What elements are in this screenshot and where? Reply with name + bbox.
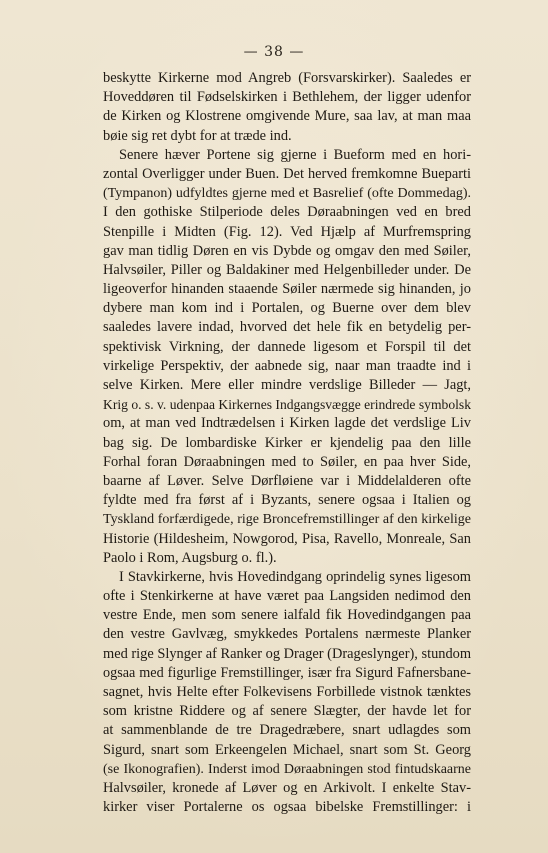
text-line: Stenpille i Midten (Fig. 12). Ved Hjælp af Murfremspring [103, 223, 471, 240]
text-line: Paolo i Rom, Augsburg o. fl.). [103, 549, 277, 566]
text-line: den vestre Gavlvæg, smykkedes Portalens nærmeste Planker [103, 626, 471, 643]
text-line: saaledes lavere indad, hvorved det hele fik en betydelig per- [103, 319, 471, 336]
text-line: fyldte med fra først af i Byzants, senere ogsaa i Italien og [103, 492, 471, 509]
text-line: beskytte Kirkerne mod Angreb (Forsvarskirker). Saaledes er [103, 70, 471, 86]
text-line: med rige Slynger af Ranker og Drager (Drageslynger), stundom [103, 645, 471, 662]
text-line: sagnet, hvis Helte efter Folkevisens Forbillede vistnok tænktes [103, 684, 471, 700]
text-line: Halvsøiler, Piller og Baldakiner med Helgenbilleder under. De [103, 261, 471, 278]
text-line: zontal Overligger under Buen. Det herved fremkomne Bueparti [103, 165, 471, 182]
page-number: — 38 — [243, 44, 305, 60]
text-line: bag sig. De lombardiske Kirker er kjendelig paa den lille [103, 434, 471, 451]
text-line: gav man tidlig Døren en vis Dybde og omgav den med Søiler, [103, 242, 471, 259]
text-line: Sigurd, snart som Erkeengelen Michael, snart som St. Georg [103, 741, 471, 758]
text-line: ogsaa med figurlige Fremstillinger, især fra Sigurd Fafnersbane- [103, 664, 471, 681]
text-line: om, at man ved Indtrædelsen i Kirken lagde det verdslige Liv [103, 415, 471, 432]
text-line: (Tympanon) udfyldtes gjerne med et Basrelief (ofte Dommedag). [103, 186, 471, 202]
text-line: (se Ikonografien). Inderst imod Døraabningen stod fintudskaarne [103, 761, 471, 777]
text-line: I den gothiske Stilperiode deles Døraabningen ved en bred [103, 204, 471, 221]
text-line: dybere man kom ind i Portalen, og Buerne over dem blev [103, 300, 471, 317]
text-line: ofte i Stenkirkerne at have været paa Langsiden nedimod den [103, 588, 471, 605]
text-line: ligeoverfor hinanden staaende Søiler nærmede sig hinanden, jo [103, 281, 471, 298]
text-line: bøie sig ret dybt for at træde ind. [103, 127, 292, 144]
text-line: vestre Ende, men som senere ialfald fik Hovedindgangen paa [103, 607, 471, 624]
text-line: Senere hæver Portene sig gjerne i Bueform med en hori- [119, 146, 471, 163]
text-line: at sammenblande de tre Dragedræbere, snart udlagdes som [103, 722, 471, 739]
text-line: baarne af Løver. Selve Dørfløiene var i Middelalderen ofte [103, 472, 471, 489]
body-text [103, 69, 471, 817]
text-line: de Kirken og Klostrene omgivende Mure, saa lav, at man maa [103, 108, 471, 125]
text-line: spektivisk Virkning, der dannede ligesom et Forspil til det [103, 338, 471, 355]
text-line: I Stavkirkerne, hvis Hovedindgang oprindelig synes ligesom [119, 568, 471, 585]
text-line: selve Kirken. Mere eller mindre verdslige Billeder — Jagt, [103, 377, 471, 393]
text-line: som kristne Riddere og af senere Slægter, der havde let for [103, 703, 471, 720]
text-line: Tyskland forfærdigede, rige Broncefremstillinger af den kirkelige [103, 512, 471, 528]
text-line: Krig o. s. v. udenpaa Kirkernes Indgangsvægge erindrede symbolsk [103, 397, 471, 413]
text-line: Historie (Hildesheim, Nowgorod, Pisa, Ravello, Monreale, San [103, 530, 471, 547]
text-line: virkelige Perspektiv, der aabnede sig, naar man traadte ind i [103, 357, 471, 374]
text-line: kirker viser Portalerne os ogsaa bibelske Fremstillinger: i [103, 799, 471, 816]
text-line: Halvsøiler, kronede af Løver og en Arkivolt. I enkelte Stav- [103, 779, 471, 796]
text-line: Forhal foran Døraabningen med to Søiler, en paa hver Side, [103, 453, 471, 470]
text-line: Hoveddøren til Fødselskirken i Bethlehem, der ligger udenfor [103, 89, 471, 106]
